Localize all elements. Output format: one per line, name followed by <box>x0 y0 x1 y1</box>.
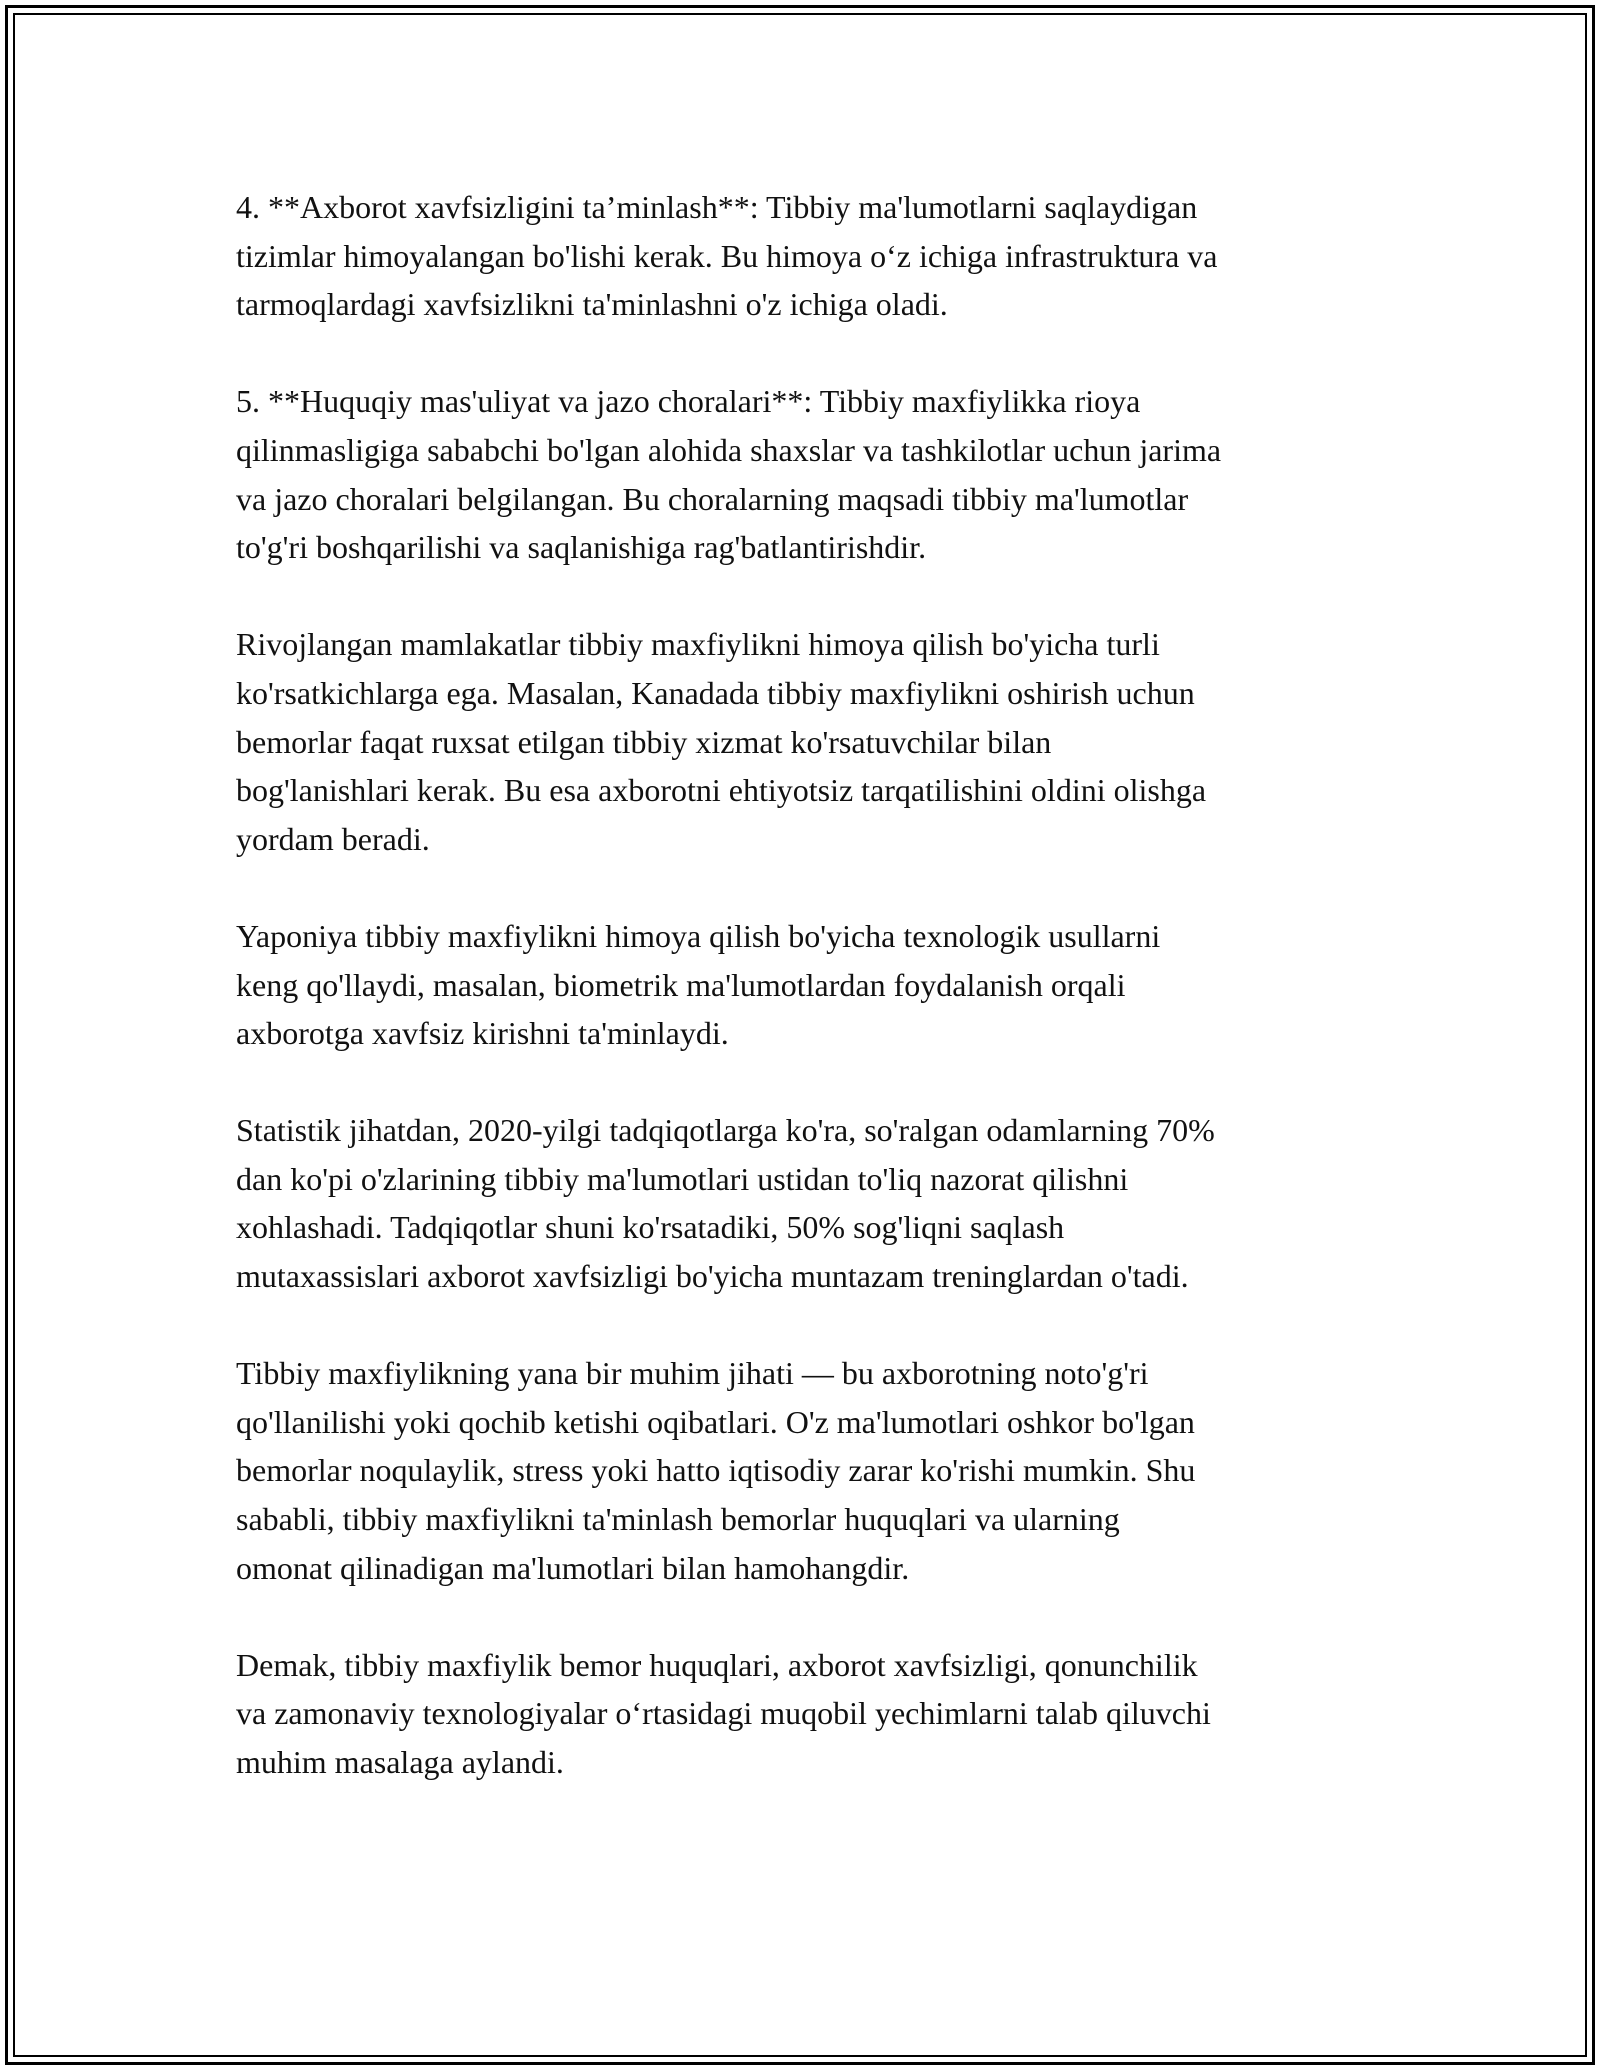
paragraph-developed-countries: Rivojlangan mamlakatlar tibbiy maxfiylikni himoya qilish bo'yicha turli ko'rsatkichlarga ega. Masalan, Kanadada tibbiy maxfiylikni oshirish uchun bemorlar faqat ruxsat etilgan tibbiy xizmat ko'rsatuvchilar bilan bog'lanishlari kerak. Bu esa axborotni ehtiyotsiz tarqatilishini oldini olishga yordam beradi. <box>236 626 1207 857</box>
paragraph-statistics: Statistik jihatdan, 2020-yilgi tadqiqotlarga ko'ra, so'ralgan odamlarning 70% dan ko'pi o'zlarining tibbiy ma'lumotlari ustidan to'liq nazorat qilishni xohlashadi. Tadqiqotlar shuni ko'rsatadiki, 50% sog'liqni saqlash mutaxassislari axborot xavfsizligi bo'yicha muntazam treninglardan o'tadi. <box>236 1112 1215 1295</box>
document-body <box>236 183 1386 1835</box>
paragraph-legal-responsibility: 5. **Huquqiy mas'uliyat va jazo choralari**: Tibbiy maxfiylikka rioya qilinmasligiga sababchi bo'lgan alohida shaxslar va tashkilotlar uchun jarima va jazo choralari belgilangan. Bu choralarning maqsadi tibbiy ma'lumotlar to'g'ri boshqarilishi va saqlanishiga rag'batlantirishdir. <box>236 383 1222 566</box>
paragraph-japan: Yaponiya tibbiy maxfiylikni himoya qilish bo'yicha texnologik usullarni keng qo'llaydi, masalan, biometrik ma'lumotlardan foydalanish orqali axborotga xavfsiz kirishni ta'minlaydi. <box>236 917 1161 1052</box>
paragraph-conclusion: Demak, tibbiy maxfiylik bemor huquqlari, axborot xavfsizligi, qonunchilik va zamonaviy texnologiyalar o‘rtasidagi muqobil yechimlarni talab qiluvchi muhim masalaga aylandi. <box>236 1646 1211 1780</box>
paragraph-information-security: 4. **Axborot xavfsizligini ta’minlash**: Tibbiy ma'lumotlarni saqlaydigan tizimlar himoyalangan bo'lishi kerak. Bu himoya o‘z ichiga infrastruktura va tarmoqlardagi xavfsizlikni ta'minlashni o'z ichiga oladi. <box>236 189 1218 323</box>
paragraph-consequences: Tibbiy maxfiylikning yana bir muhim jihati — bu axborotning noto'g'ri qo'llanilishi yoki qochib ketishi oqibatlari. O'z ma'lumotlari oshkor bo'lgan bemorlar noqulaylik, stress yoki hatto iqtisodiy zarar ko'rishi mumkin. Shu sababli, tibbiy maxfiylikni ta'minlash bemorlar huquqlari va ularning omonat qilinadigan ma'lumotlari bilan hamohangdir. <box>236 1355 1196 1586</box>
